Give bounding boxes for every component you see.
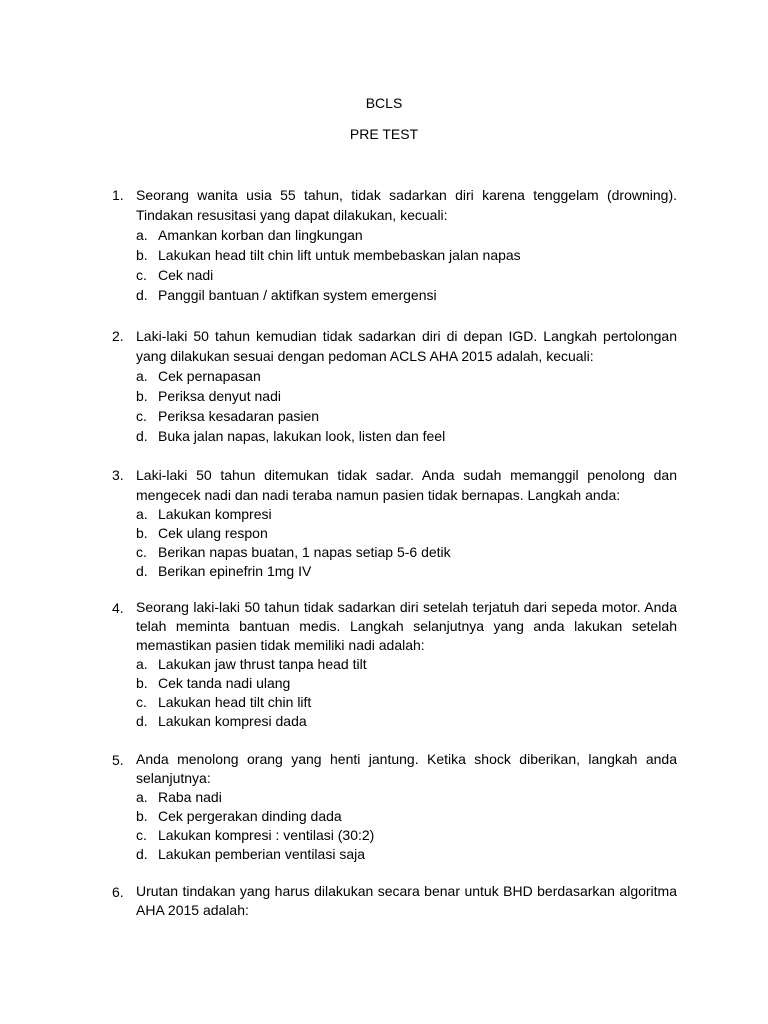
option-d bbox=[112, 562, 677, 581]
option-a bbox=[112, 788, 677, 807]
option-text: Lakukan head tilt chin lift bbox=[158, 694, 312, 710]
option-a bbox=[112, 225, 677, 245]
option-letter: d. bbox=[136, 563, 148, 579]
option-letter: d. bbox=[136, 713, 148, 729]
option-list bbox=[112, 655, 677, 731]
question-number: 4. bbox=[112, 600, 124, 616]
question-text: Anda menolong orang yang henti jantung. Ketika shock diberikan, langkah anda selanjutnya: bbox=[136, 751, 677, 786]
option-letter: b. bbox=[136, 247, 148, 263]
option-b bbox=[112, 674, 677, 693]
option-c bbox=[112, 543, 677, 562]
option-text: Cek pernapasan bbox=[158, 368, 261, 384]
option-letter: a. bbox=[136, 789, 148, 805]
option-letter: a. bbox=[136, 368, 148, 384]
option-text: Cek pergerakan dinding dada bbox=[158, 808, 342, 824]
option-letter: d. bbox=[136, 846, 148, 862]
question-2 bbox=[112, 326, 677, 446]
option-a bbox=[112, 505, 677, 524]
option-letter: c. bbox=[136, 408, 147, 424]
option-b bbox=[112, 386, 677, 406]
question-number: 3. bbox=[112, 467, 124, 483]
option-text: Cek ulang respon bbox=[158, 525, 268, 541]
option-letter: b. bbox=[136, 808, 148, 824]
option-d bbox=[112, 426, 677, 446]
option-text: Lakukan pemberian ventilasi saja bbox=[158, 846, 366, 862]
option-letter: d. bbox=[136, 428, 148, 444]
document-title: BCLS bbox=[365, 95, 403, 111]
option-list bbox=[112, 505, 677, 581]
question-number: 6. bbox=[112, 884, 124, 900]
option-a bbox=[112, 655, 677, 674]
option-c bbox=[112, 406, 677, 426]
option-letter: a. bbox=[136, 227, 148, 243]
option-text: Lakukan kompresi dada bbox=[158, 713, 307, 729]
option-text: Berikan napas buatan, 1 napas setiap 5-6 detik bbox=[158, 544, 451, 560]
question-6 bbox=[112, 882, 677, 920]
option-b bbox=[112, 245, 677, 265]
option-d bbox=[112, 712, 677, 731]
option-letter: b. bbox=[136, 525, 148, 541]
option-text: Cek tanda nadi ulang bbox=[158, 675, 291, 691]
option-text: Lakukan kompresi : ventilasi (30:2) bbox=[158, 827, 375, 843]
question-text: Urutan tindakan yang harus dilakukan secara benar untuk BHD berdasarkan algoritma AHA 2015 adalah: bbox=[136, 883, 677, 918]
option-b bbox=[112, 524, 677, 543]
option-text: Panggil bantuan / aktifkan system emergensi bbox=[158, 287, 437, 303]
option-text: Lakukan jaw thrust tanpa head tilt bbox=[158, 656, 367, 672]
option-text: Cek nadi bbox=[158, 267, 214, 283]
option-letter: d. bbox=[136, 287, 148, 303]
option-text: Raba nadi bbox=[158, 789, 222, 805]
option-text: Berikan epinefrin 1mg IV bbox=[158, 563, 312, 579]
question-number: 1. bbox=[112, 187, 124, 203]
option-text: Lakukan head tilt chin lift untuk membebaskan jalan napas bbox=[158, 247, 521, 263]
option-d bbox=[112, 845, 677, 864]
question-text: Laki-laki 50 tahun ditemukan tidak sadar. Anda sudah memanggil penolong dan mengecek nadi dan nadi teraba namun pasien tidak bernapas. Langkah anda: bbox=[136, 467, 677, 503]
option-text: Buka jalan napas, lakukan look, listen dan feel bbox=[158, 428, 446, 444]
option-text: Lakukan kompresi bbox=[158, 506, 272, 522]
question-text: Seorang wanita usia 55 tahun, tidak sadarkan diri karena tenggelam (drowning). Tindakan resusitasi yang dapat dilakukan, kecuali: bbox=[136, 187, 677, 223]
question-text: Seorang laki-laki 50 tahun tidak sadarkan diri setelah terjatuh dari sepeda motor. Anda telah meminta bantuan medis. Langkah selanjutnya yang anda lakukan setelah memastikan pasien tidak memiliki nadi adalah: bbox=[136, 599, 677, 653]
option-text: Periksa denyut nadi bbox=[158, 388, 281, 404]
question-number: 5. bbox=[112, 752, 124, 768]
option-b bbox=[112, 807, 677, 826]
option-letter: a. bbox=[136, 656, 148, 672]
option-letter: c. bbox=[136, 827, 147, 843]
document-subtitle: PRE TEST bbox=[349, 126, 419, 142]
option-letter: b. bbox=[136, 675, 148, 691]
option-c bbox=[112, 826, 677, 845]
option-list bbox=[112, 366, 677, 446]
option-text: Periksa kesadaran pasien bbox=[158, 408, 320, 424]
option-list bbox=[112, 225, 677, 305]
option-letter: b. bbox=[136, 388, 148, 404]
option-text: Amankan korban dan lingkungan bbox=[158, 227, 363, 243]
option-list bbox=[112, 788, 677, 864]
option-letter: c. bbox=[136, 267, 147, 283]
question-1 bbox=[112, 185, 677, 305]
option-d bbox=[112, 285, 677, 305]
option-c bbox=[112, 693, 677, 712]
question-5 bbox=[112, 750, 677, 864]
question-number: 2. bbox=[112, 328, 124, 344]
question-3 bbox=[112, 465, 677, 581]
option-letter: c. bbox=[136, 694, 147, 710]
option-letter: c. bbox=[136, 544, 147, 560]
option-c bbox=[112, 265, 677, 285]
question-text: Laki-laki 50 tahun kemudian tidak sadarkan diri di depan IGD. Langkah pertolongan yang dilakukan sesuai dengan pedoman ACLS AHA 2015 adalah, kecuali: bbox=[136, 328, 677, 364]
option-letter: a. bbox=[136, 506, 148, 522]
question-4 bbox=[112, 598, 677, 731]
option-a bbox=[112, 366, 677, 386]
